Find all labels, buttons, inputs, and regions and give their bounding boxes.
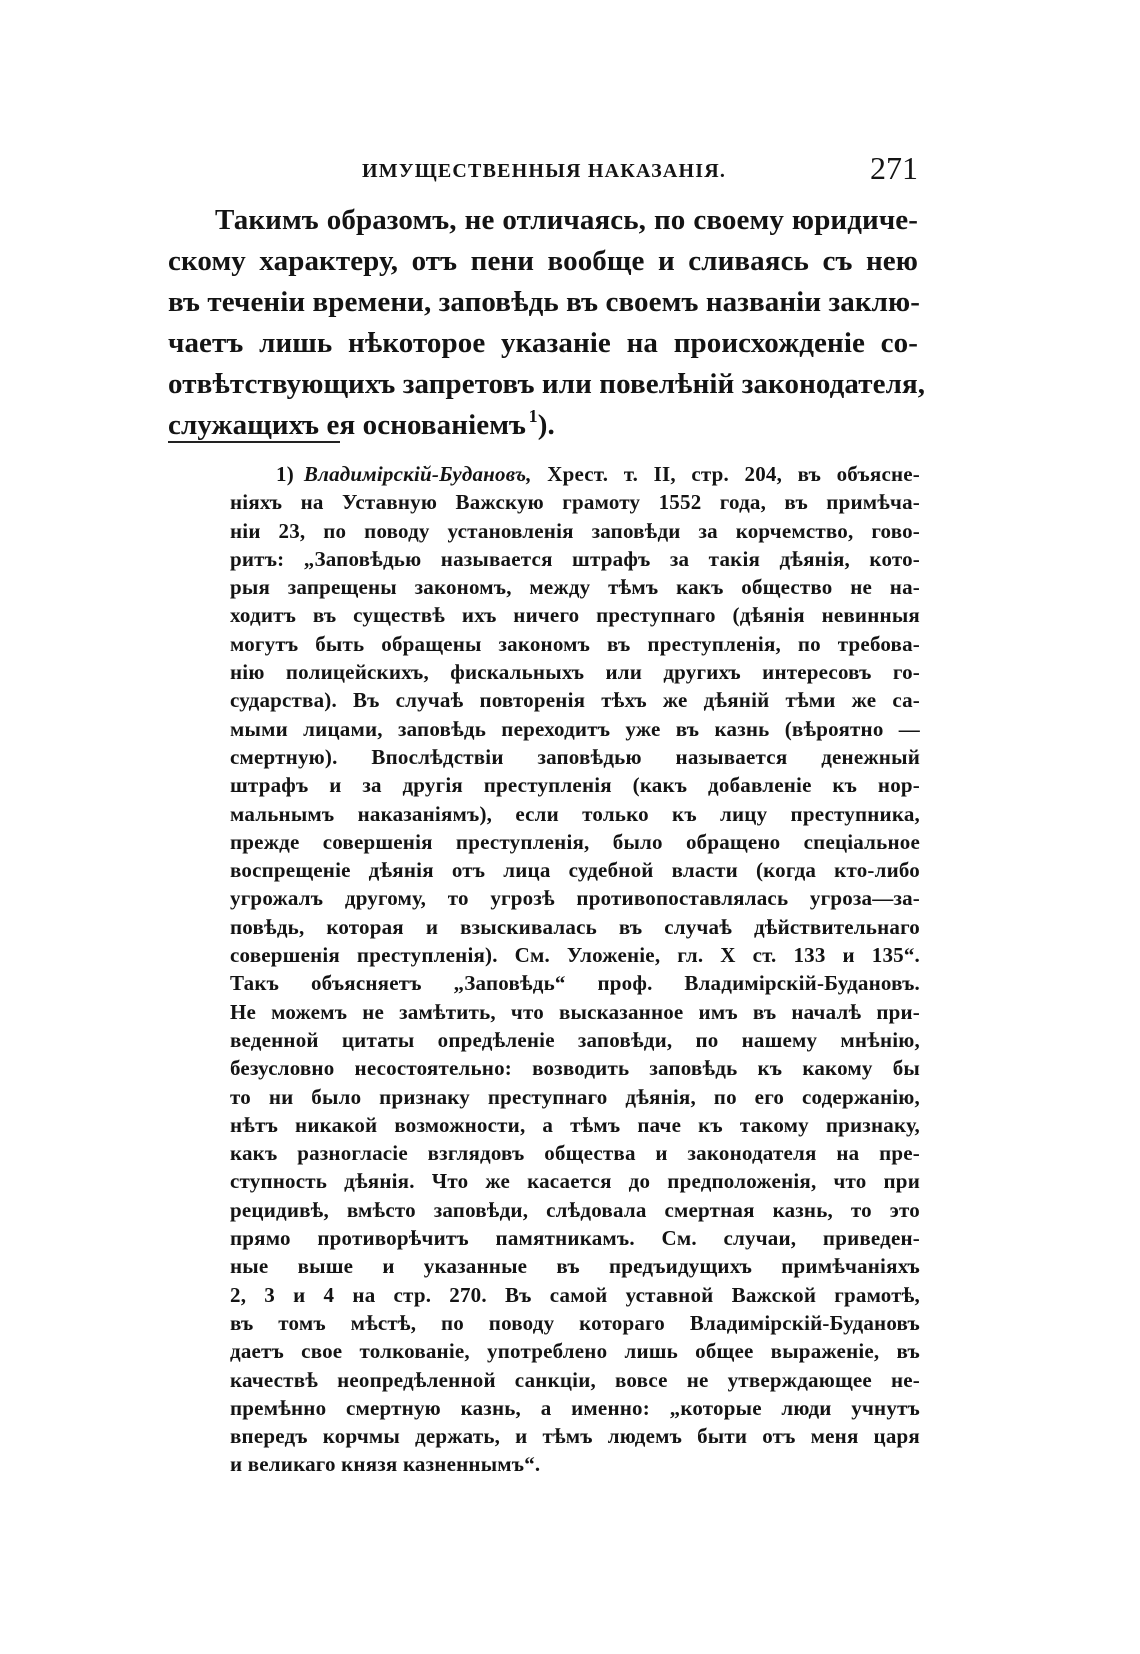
main-paragraph — [168, 200, 926, 446]
footnote-line: повѣдь, которая и взыскивалась въ случаѣ дѣйствительнаго — [230, 914, 920, 939]
footnote-separator-rule — [168, 441, 340, 443]
footnote-line: ритъ: „Заповѣдью называется штрафъ за такія дѣянія, кото- — [230, 546, 920, 571]
footnote-line: безусловно несостоятельно: возводить заповѣдь къ какому бы — [230, 1056, 920, 1081]
text-line: чаетъ лишь нѣкоторое указаніе на происхожденіе со- — [168, 327, 918, 359]
footnote-line: какъ разногласіе взглядовъ общества и законодателя на пре- — [230, 1141, 920, 1166]
footnote-line: угрожалъ другому, то угрозѣ противопоставлялась угроза—за- — [230, 886, 920, 911]
footnote-line: смертную). Впослѣдствіи заповѣдью называется денежный — [230, 744, 920, 769]
footnote-line: въ томъ мѣстѣ, по поводу котораго Владимірскій-Будановъ — [230, 1310, 920, 1335]
footnote-line: впередъ корчмы держать, и тѣмъ людемъ быти отъ меня царя — [230, 1424, 920, 1449]
footnote-line: 2, 3 и 4 на стр. 270. Въ самой уставной Важской грамотѣ, — [230, 1282, 920, 1307]
footnote-line: премѣнно смертную казнь, а именно: „которые люди учнутъ — [230, 1395, 920, 1420]
footnote-line: Не можемъ не замѣтить, что высказанное имъ въ началѣ при- — [230, 999, 920, 1024]
running-head: ИМУЩЕСТВЕННЫЯ НАКАЗАНІЯ. — [362, 160, 727, 182]
text-line: въ теченіи времени, заповѣдь въ своемъ названіи заклю- — [168, 286, 921, 318]
footnote-line-last: и великаго князя казненнымъ“. — [230, 1452, 541, 1477]
text-line: скому характеру, отъ пени вообще и сливаясь съ нею — [168, 245, 918, 277]
text-line-last-body: служащихъ ея основаніемъ — [168, 409, 527, 441]
footnote-line: совершенія преступленія). См. Уложеніе, гл. X ст. 133 и 135“. — [230, 943, 920, 968]
footnote-line-first — [230, 460, 920, 488]
footnote-line: рыя запрещены закономъ, между тѣмъ какъ общество не на- — [230, 575, 920, 600]
footnote-line: веденной цитаты опредѣленіе заповѣди, по нашему мнѣнію, — [230, 1027, 920, 1052]
footnote-line: ніи 23, по поводу установленія заповѣди за корчемство, гово- — [230, 518, 920, 543]
footnote-line: ходитъ въ существѣ ихъ ничего преступнаго (дѣянія невинныя — [230, 603, 920, 628]
footnote-line: ступность дѣянія. Что же касается до предположенія, что при — [230, 1169, 920, 1194]
footnote-line: ніяхъ на Уставную Важскую грамоту 1552 года, въ примѣча- — [230, 490, 920, 515]
footnote-line: мальнымъ наказаніямъ), если только къ лицу преступника, — [230, 801, 920, 826]
footnote-line: мыми лицами, заповѣдь переходитъ уже въ казнь (вѣроятно — — [230, 716, 920, 741]
footnote-line: качествѣ неопредѣленной санкціи, вовсе не утверждающее не- — [230, 1367, 920, 1392]
footnote-line: нѣтъ никакой возможности, а тѣмъ паче къ такому признаку, — [230, 1112, 920, 1137]
footnote-line: воспрещеніе дѣянія отъ лица судебной власти (когда кто-либо — [230, 858, 920, 883]
text-line-last — [168, 405, 918, 446]
page-number: 271 — [870, 150, 918, 186]
footnote-line: могутъ быть обращены закономъ въ преступленія, по требова- — [230, 631, 920, 656]
footnote-line: ные выше и указанные въ предъидущихъ примѣчаніяхъ — [230, 1254, 920, 1279]
footnote-line: Такъ объясняетъ „Заповѣдь“ проф. Владимірскій-Будановъ. — [230, 971, 920, 996]
footnote-line: штрафъ и за другія преступленія (какъ добавленіе къ нор- — [230, 773, 920, 798]
footnote-author: Владимірскій-Будановъ, — [303, 462, 532, 486]
footnote-marker: 1) — [276, 462, 294, 486]
footnote-line: даетъ свое толкованіе, употреблено лишь общее выраженіе, въ — [230, 1339, 920, 1364]
footnote-line: рецидивѣ, вмѣсто заповѣди, слѣдовала смертная казнь, то это — [230, 1197, 920, 1222]
footnote — [230, 460, 920, 1479]
footnote-reference: 1 — [528, 406, 538, 426]
footnote-line: нію полицейскихъ, фискальныхъ или другихъ интересовъ го- — [230, 660, 920, 685]
text-line: Такимъ образомъ, не отличаясь, по своему юридиче- — [215, 204, 918, 236]
footnote-line: прежде совершенія преступленія, было обращено спеціальное — [230, 829, 920, 854]
footnote-line: то ни было признаку преступнаго дѣянія, по его содержанію, — [230, 1084, 920, 1109]
text-line-last-end: ). — [537, 409, 555, 441]
footnote-line: сударства). Въ случаѣ повторенія тѣхъ же дѣяній тѣми же са- — [230, 688, 920, 713]
footnote-first-line-rest: Хрест. т. II, стр. 204, въ объясне- — [531, 462, 920, 486]
text-line: отвѣтствующихъ запретовъ или повелѣній законодателя, — [168, 368, 926, 400]
footnote-line: прямо противорѣчитъ памятникамъ. См. случаи, приведен- — [230, 1226, 920, 1251]
